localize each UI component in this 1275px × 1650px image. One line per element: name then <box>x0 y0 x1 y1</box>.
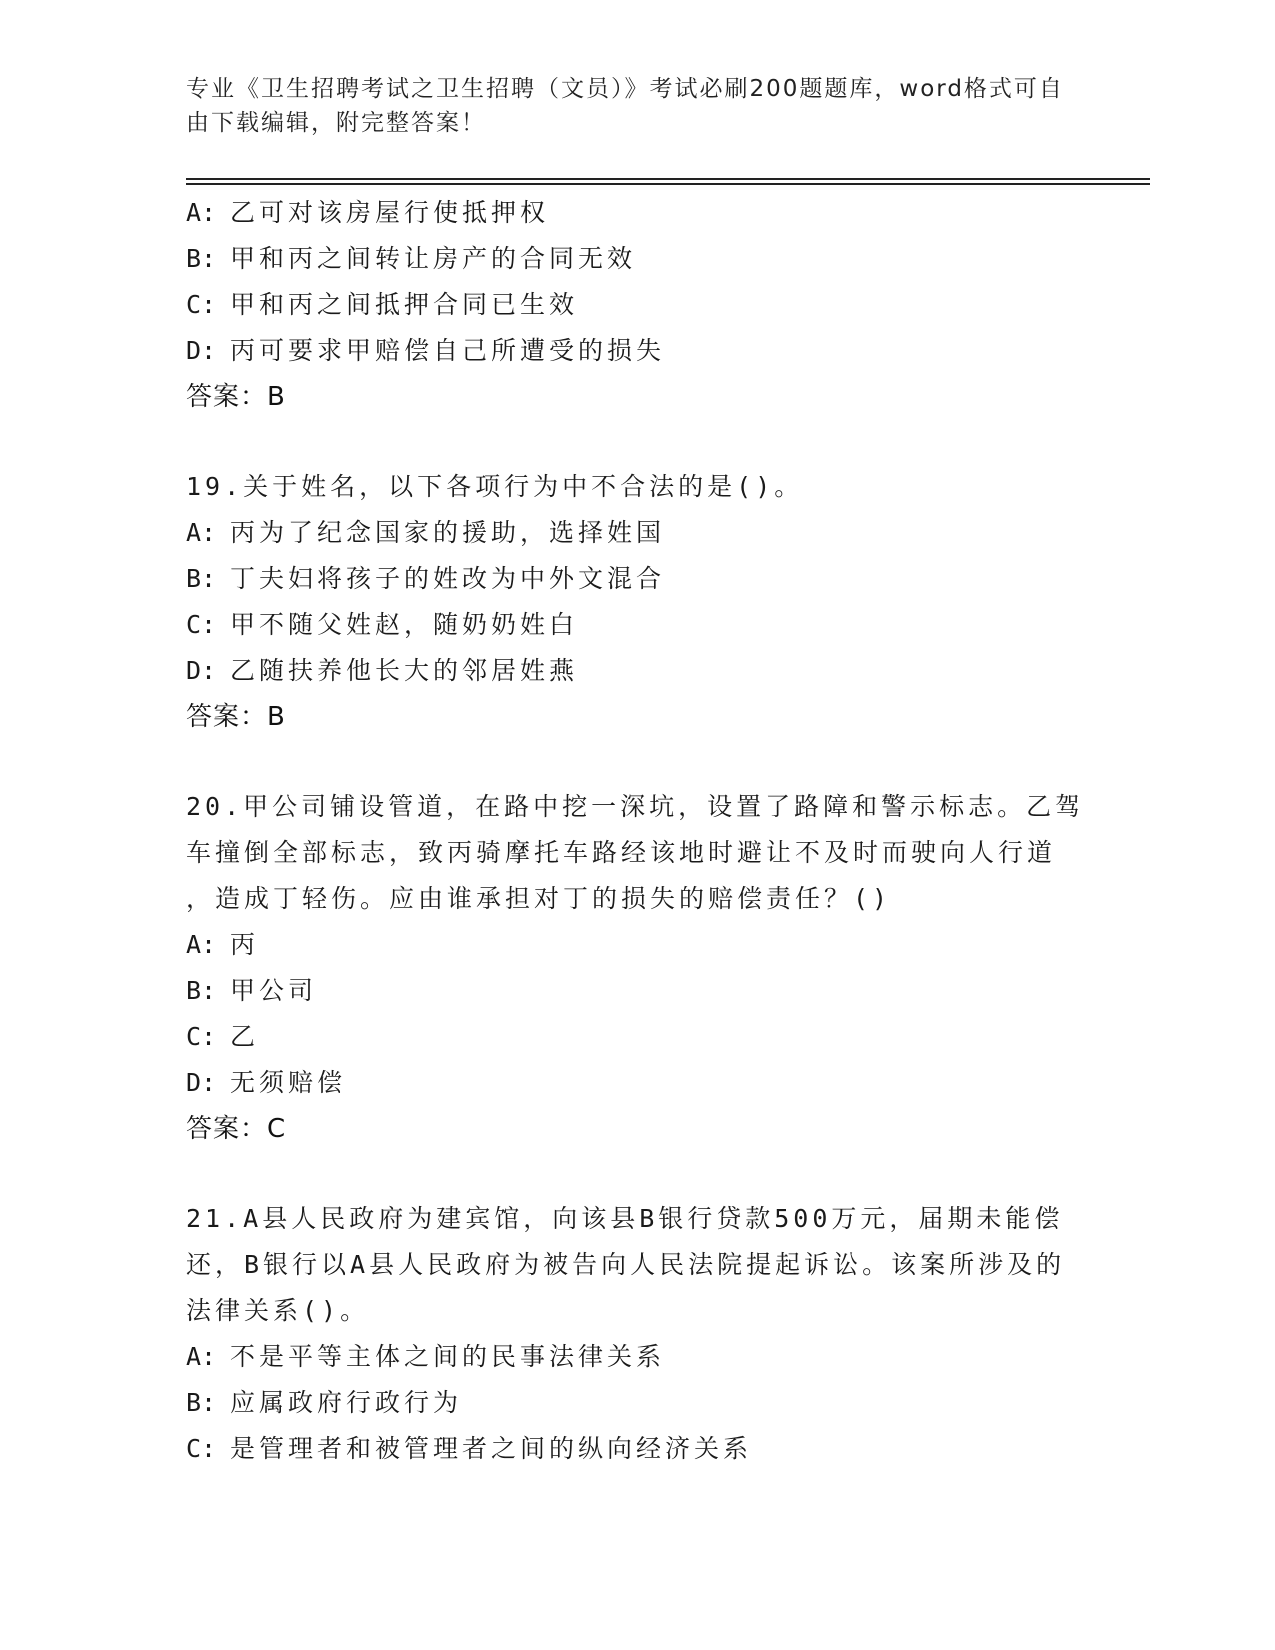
header-divider-bottom <box>186 183 1150 185</box>
question-text <box>186 1196 1086 1334</box>
option-b: B: 丁夫妇将孩子的姓改为中外文混合 <box>186 564 666 593</box>
question-text <box>186 784 1086 922</box>
header-divider-top <box>186 178 1150 180</box>
answer-line: 答案：B <box>186 382 286 412</box>
question-text-line: 法律关系()。 <box>186 1296 370 1325</box>
question-text-line: 车撞倒全部标志，致丙骑摩托车路经该地时避让不及时而驶向人行道 <box>186 838 1057 867</box>
option-a: A: 丙为了纪念国家的援助，选择姓国 <box>186 518 666 547</box>
option-d: D: 乙随扶养他长大的邻居姓燕 <box>186 656 579 685</box>
option-b: B: 甲和丙之间转让房产的合同无效 <box>186 244 637 273</box>
option-c: C: 是管理者和被管理者之间的纵向经济关系 <box>186 1434 753 1463</box>
question-text-line: 还，B银行以A县人民政府为被告向人民法院提起诉讼。该案所涉及的 <box>186 1250 1066 1279</box>
option-c: C: 乙 <box>186 1022 260 1051</box>
header-line-1: 专业《卫生招聘考试之卫生招聘（文员）》考试必刷200题题库，word格式可自 <box>186 76 1064 102</box>
question-21 <box>186 1196 1086 1472</box>
question-text <box>186 464 1086 510</box>
question-list <box>186 190 1086 1472</box>
document-header <box>186 72 1066 140</box>
header-line-2: 由下载编辑，附完整答案！ <box>186 110 486 136</box>
question-text-line: 19.关于姓名，以下各项行为中不合法的是()。 <box>186 472 804 501</box>
option-d: D: 无须赔偿 <box>186 1068 347 1097</box>
option-c: C: 甲不随父姓赵，随奶奶姓白 <box>186 610 579 639</box>
answer-line: 答案：B <box>186 702 286 732</box>
option-b: B: 甲公司 <box>186 976 318 1005</box>
option-a: A: 丙 <box>186 930 260 959</box>
answer-line: 答案：C <box>186 1114 287 1144</box>
option-b: B: 应属政府行政行为 <box>186 1388 463 1417</box>
question-text-line: 20.甲公司铺设管道，在路中挖一深坑，设置了路障和警示标志。乙驾 <box>186 792 1085 821</box>
option-a: A: 不是平等主体之间的民事法律关系 <box>186 1342 666 1371</box>
question-20 <box>186 784 1086 1152</box>
question-19 <box>186 464 1086 740</box>
question-text-line: 21.A县人民政府为建宾馆，向该县B银行贷款500万元，届期未能偿 <box>186 1204 1064 1233</box>
question-text-line: ，造成丁轻伤。应由谁承担对丁的损失的赔偿责任？() <box>186 884 892 913</box>
question-18 <box>186 190 1086 420</box>
option-c: C: 甲和丙之间抵押合同已生效 <box>186 290 579 319</box>
option-d: D: 丙可要求甲赔偿自己所遭受的损失 <box>186 336 666 365</box>
option-a: A: 乙可对该房屋行使抵押权 <box>186 198 550 227</box>
